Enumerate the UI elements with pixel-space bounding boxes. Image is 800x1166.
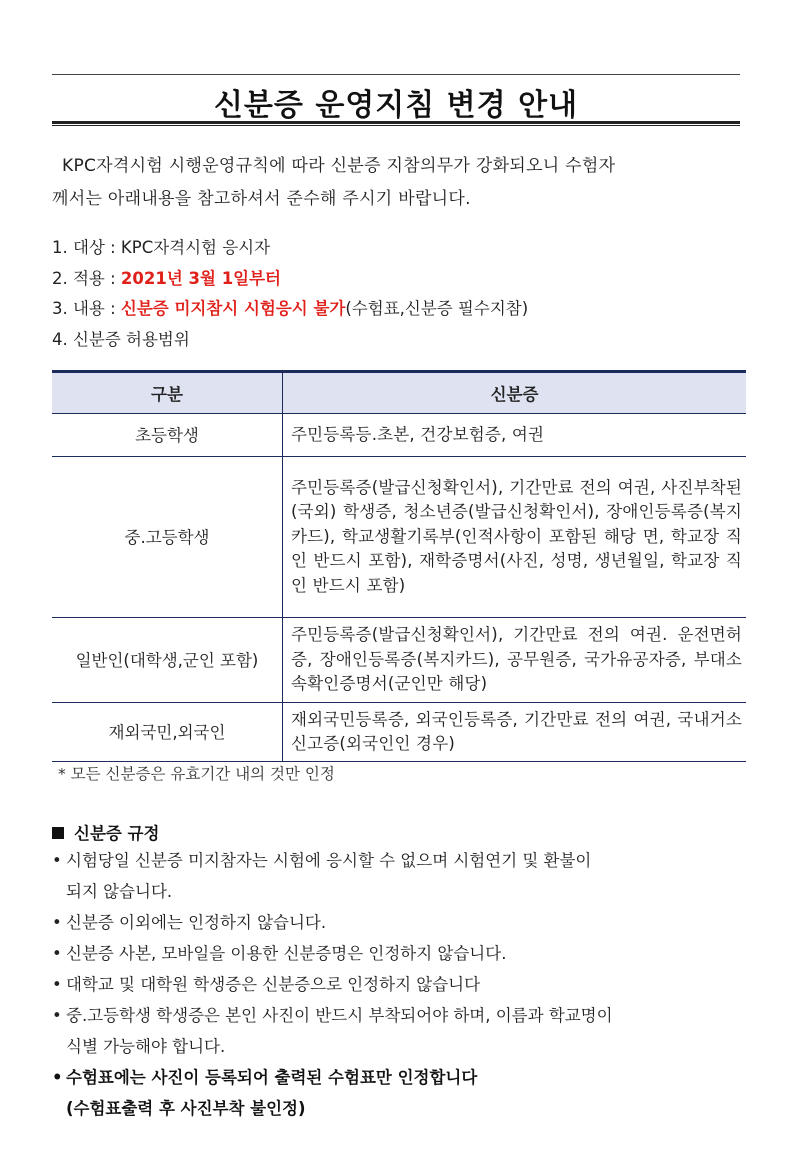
intro-line-1: KPC자격시험 시행운영규칙에 따라 신분증 지참의무가 강화되오니 수험자 <box>62 156 616 176</box>
row-category: 중.고등학생 <box>52 457 283 618</box>
item-apply-value: 2021년 3월 1일부터 <box>120 268 281 288</box>
item-content-label: 3. 내용 : <box>52 299 121 318</box>
bullet-dot-icon: • <box>52 944 62 963</box>
list-item <box>52 969 752 1000</box>
rule-line: 대학교 및 대학원 학생증은 신분증으로 인정하지 않습니다 <box>66 975 481 994</box>
id-scope-table <box>52 370 746 762</box>
bullet-dot-icon: • <box>52 913 62 932</box>
item-target-value: KPC자격시험 응시자 <box>120 238 271 257</box>
table-row <box>52 618 746 703</box>
item-apply-label: 2. 적용 : <box>52 268 121 288</box>
list-item <box>52 938 752 969</box>
list-item <box>52 907 752 938</box>
intro-paragraph <box>52 150 752 216</box>
row-ids: 주민등록등.초본, 건강보험증, 여권 <box>283 414 747 457</box>
item-target-label: 1. 대상 : <box>52 238 121 257</box>
rule-line: 수험표에는 사진이 등록되어 출력된 수험표만 인정합니다 <box>66 1068 478 1087</box>
bullet-dot-icon: • <box>52 1006 62 1025</box>
rule-line: 신분증 사본, 모바일을 이용한 신분증명은 인정하지 않습니다. <box>66 944 507 963</box>
row-ids: 주민등록증(발급신청확인서), 기간만료 전의 여권, 사진부착된(국외) 학생증, 청소년증(발급신청확인서), 장애인등록증(복지카드), 학교생활기록부(인적사항이 포함된 해당 면, 학교장 직인 반드시 포함), 재학증명서(사진, 성명, 생년월일, 학교장 직인 반드시 포함) <box>283 457 747 618</box>
table-row <box>52 703 746 762</box>
rules-heading-text: 신분증 규정 <box>74 824 160 843</box>
row-ids: 재외국민등록증, 외국인등록증, 기간만료 전의 여권, 국내거소 신고증(외국인인 경우) <box>283 703 747 762</box>
list-item <box>52 1062 752 1124</box>
item-scope-label: 4. 신분증 허용범위 <box>52 329 190 349</box>
item-content <box>52 294 752 325</box>
rules-list <box>52 845 752 1124</box>
row-category: 일반인(대학생,군인 포함) <box>52 618 283 703</box>
page-title: 신분증 운영지침 변경 안내 <box>213 88 579 123</box>
table-row <box>52 414 746 457</box>
rule-line: 신분증 이외에는 인정하지 않습니다. <box>66 913 327 932</box>
title-top-rule <box>52 74 740 75</box>
bullet-dot-icon: • <box>52 975 62 994</box>
square-bullet-icon <box>52 827 64 839</box>
table-footnote: * 모든 신분증은 유효기간 내의 것만 인정 <box>58 765 335 783</box>
header-ids: 신분증 <box>283 372 747 414</box>
list-item <box>52 845 752 907</box>
item-apply <box>52 264 752 295</box>
rule-line: 시험당일 신분증 미지참자는 시험에 응시할 수 없으며 시험연기 및 환불이 <box>66 851 592 870</box>
rules-heading <box>52 820 159 844</box>
rule-line: 되지 않습니다. <box>66 882 173 901</box>
item-content-note: (수험표,신분증 필수지참) <box>345 299 529 318</box>
header-category: 구분 <box>52 372 283 414</box>
rule-line: (수험표출력 후 사진부착 불인정) <box>66 1099 306 1118</box>
row-category: 재외국민,외국인 <box>52 703 283 762</box>
numbered-list <box>52 233 752 355</box>
item-scope <box>52 325 752 356</box>
rule-line: 식별 가능해야 합니다. <box>66 1037 226 1056</box>
bullet-dot-icon: • <box>52 851 62 870</box>
list-item <box>52 1000 752 1062</box>
item-target <box>52 233 752 264</box>
row-ids: 주민등록증(발급신청확인서), 기간만료 전의 여권. 운전면허증, 장애인등록증(복지카드), 공무원증, 국가유공자증, 부대소속확인증명서(군인만 해당) <box>283 618 747 703</box>
item-content-value: 신분증 미지참시 시험응시 불가 <box>120 299 346 318</box>
title-bottom-rule <box>52 121 740 126</box>
bullet-dot-icon: • <box>52 1068 63 1087</box>
row-category: 초등학생 <box>52 414 283 457</box>
intro-line-2: 께서는 아래내용을 참고하셔서 준수해 주시기 바랍니다. <box>52 189 471 209</box>
table-header-row <box>52 372 746 414</box>
rule-line: 중.고등학생 학생증은 본인 사진이 반드시 부착되어야 하며, 이름과 학교명이 <box>66 1006 613 1025</box>
table-row <box>52 457 746 618</box>
